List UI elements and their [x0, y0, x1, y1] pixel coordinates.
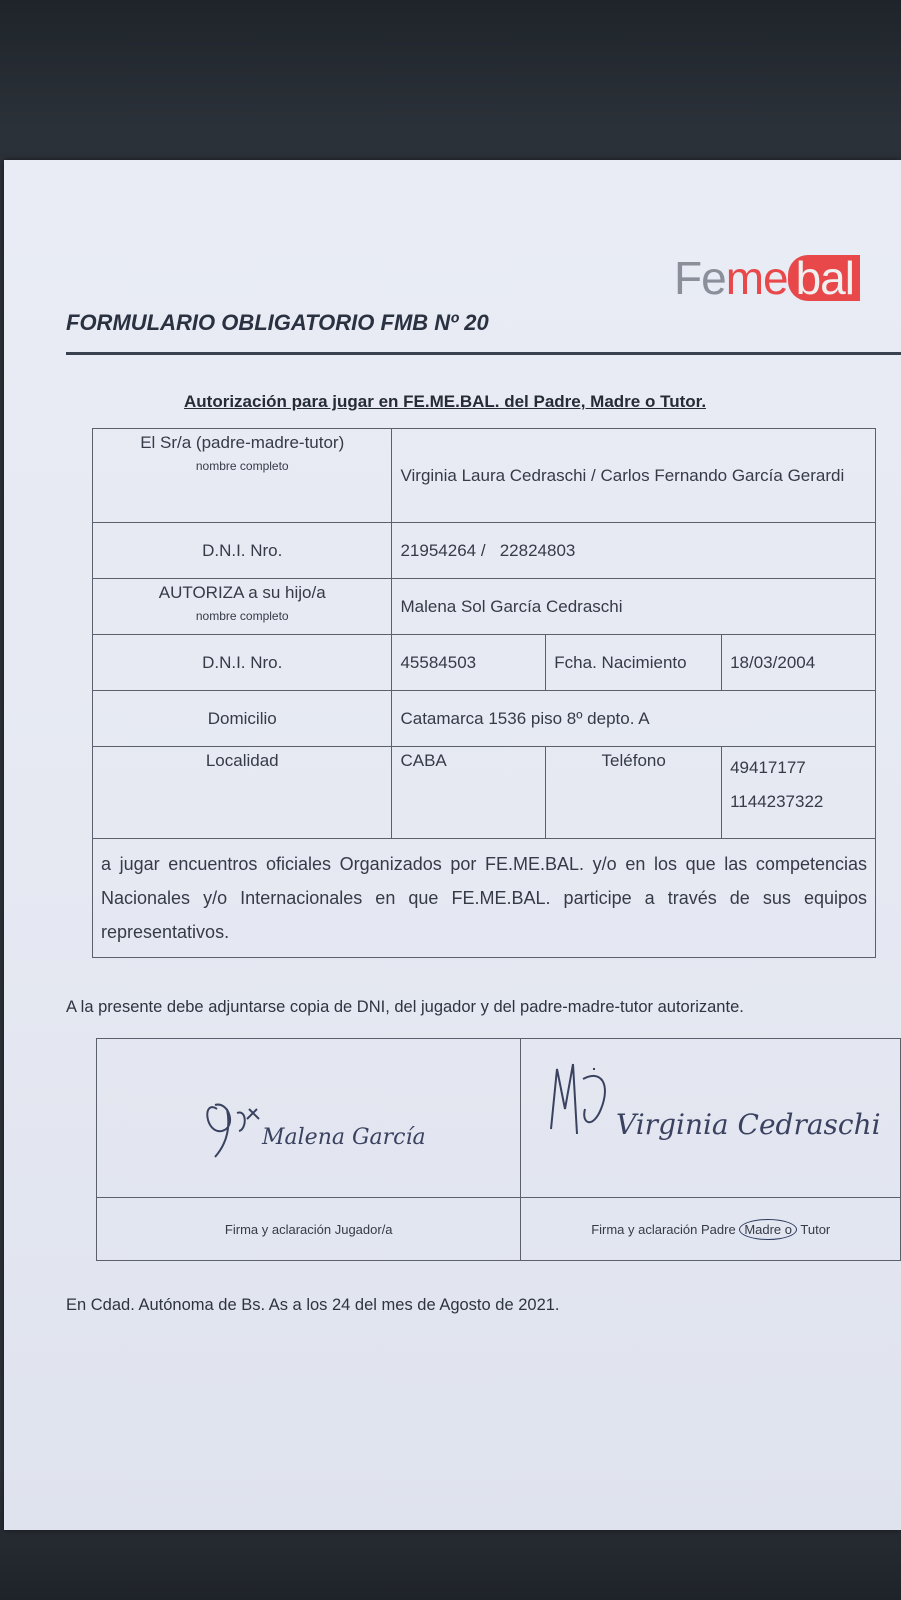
attachment-note: A la presente debe adjuntarse copia de DNI, del jugador y del padre-madre-tutor autorizante. — [66, 998, 744, 1016]
birth-date-label: Fcha. Nacimiento — [546, 635, 722, 691]
signature-table — [96, 1038, 901, 1261]
svg-text:Virginia Cedraschi: Virginia Cedraschi — [616, 1108, 882, 1141]
parent-name-label: El Sr/a (padre-madre-tutor) nombre completo — [93, 429, 392, 523]
document-page — [4, 160, 901, 1530]
player-signature-box — [97, 1039, 521, 1198]
child-dni-label: D.N.I. Nro. — [93, 635, 392, 691]
player-signature-caption: Firma y aclaración Jugador/a — [97, 1198, 521, 1261]
player-signature — [97, 1039, 522, 1195]
form-subtitle: Autorización para jugar en FE.ME.BAL. del Padre, Madre o Tutor. — [184, 392, 707, 411]
date-line: En Cdad. Autónoma de Bs. As a los 24 del mes de Agosto de 2021. — [66, 1296, 560, 1314]
phone-values: 49417177 1144237322 — [722, 747, 876, 839]
parent-signature-caption: Firma y aclaración Padre Madre o Tutor — [521, 1198, 901, 1261]
city-label: Localidad — [93, 747, 392, 839]
address-label: Domicilio — [93, 691, 392, 747]
child-name-value: Malena Sol García Cedraschi — [392, 579, 876, 635]
title-rule — [66, 352, 901, 355]
madre-circle-mark: Madre o — [739, 1219, 797, 1240]
phone-label: Teléfono — [546, 747, 722, 839]
svg-text:Malena García: Malena García — [262, 1125, 426, 1150]
authorization-paragraph: a jugar encuentros oficiales Organizados por FE.ME.BAL. y/o en los que las competencias Nacionales y/o Internacionales en que FE.ME.BAL. participe a través de sus equipos representativos. — [93, 839, 876, 958]
parent-name-value: Virginia Laura Cedraschi / Carlos Fernando García Gerardi — [392, 429, 876, 523]
parent-dni-value: 21954264 / 22824803 — [392, 523, 876, 579]
parent-signature-box — [521, 1039, 901, 1198]
parent-signature — [521, 1039, 901, 1195]
authorization-table — [92, 428, 876, 958]
femebal-logo: Feme bal — [674, 250, 860, 306]
birth-date-value: 18/03/2004 — [722, 635, 876, 691]
child-name-label: AUTORIZA a su hijo/a nombre completo — [93, 579, 392, 635]
child-dni-value: 45584503 — [392, 635, 546, 691]
parent-dni-label: D.N.I. Nro. — [93, 523, 392, 579]
city-value: CABA — [392, 747, 546, 839]
address-value: Catamarca 1536 piso 8º depto. A — [392, 691, 876, 747]
form-title: FORMULARIO OBLIGATORIO FMB Nº 20 — [66, 310, 489, 335]
